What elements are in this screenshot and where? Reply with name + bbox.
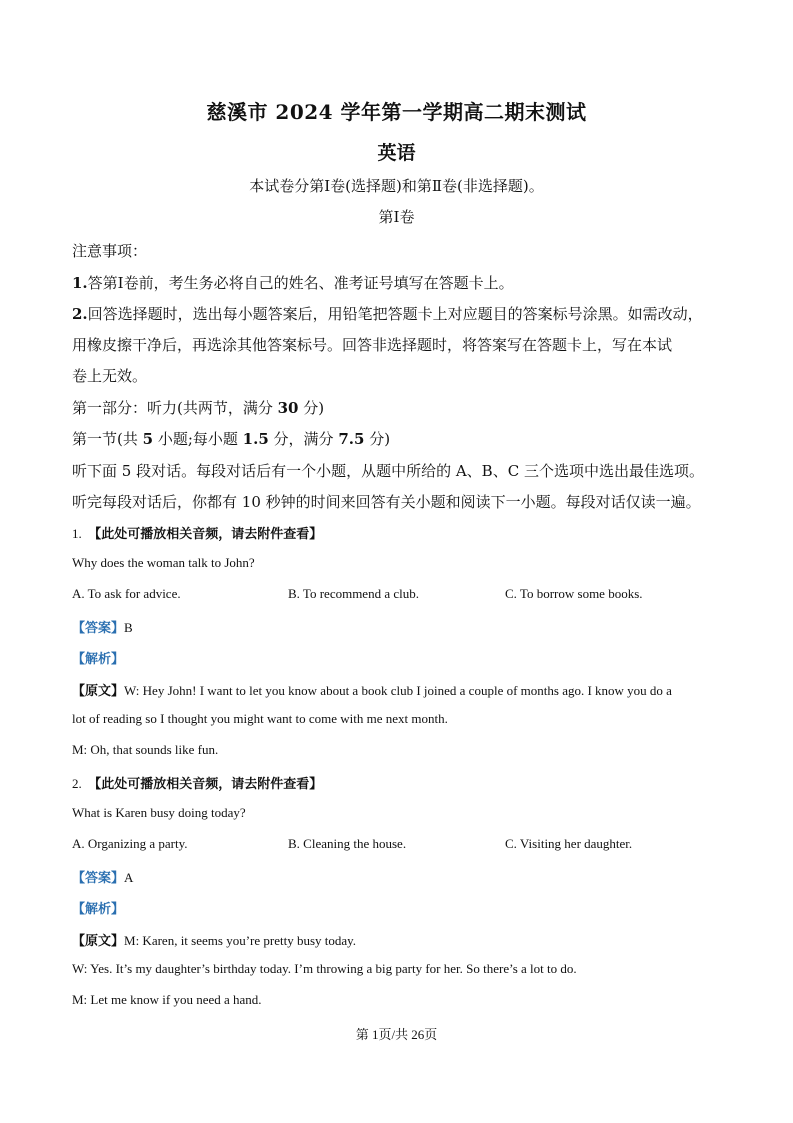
question-1-transcript-line-1	[72, 680, 672, 699]
part-one-unit: 分)	[298, 399, 325, 417]
question-1-original-tag: 【原文】	[72, 684, 125, 699]
notice-item-2-line-1	[72, 303, 703, 324]
question-2-transcript-text-1: M: Karen, it seems you’re pretty busy today.	[124, 933, 357, 948]
section-one-count: 5	[142, 430, 154, 448]
question-2-number: 2.	[72, 776, 82, 791]
question-2-option-a: A. Organizing a party.	[72, 836, 188, 851]
question-2-answer-tag: 【答案】	[72, 871, 125, 886]
section-one-total: 7.5	[338, 430, 365, 448]
question-1-option-a: A. To ask for advice.	[72, 586, 181, 601]
exam-title: 慈溪市 2024 学年第一学期高二期末测试	[206, 100, 587, 124]
question-1-option-c: C. To borrow some books.	[505, 586, 643, 601]
question-1-audio-note[interactable]: 【此处可播放相关音频，请去附件查看】	[88, 527, 323, 542]
question-2-text: What is Karen busy doing today?	[72, 805, 246, 820]
question-1-answer	[72, 617, 133, 636]
question-1-number: 1.	[72, 526, 82, 541]
question-1-analysis	[72, 648, 124, 667]
notice-item-1	[72, 272, 514, 293]
question-1-transcript-line-3: M: Oh, that sounds like fun.	[72, 742, 219, 757]
question-2-option-b: B. Cleaning the house.	[288, 836, 407, 851]
question-1-option-b: B. To recommend a club.	[288, 586, 419, 601]
section-one-heading	[72, 428, 390, 449]
question-2-original-tag: 【原文】	[72, 934, 125, 949]
question-2-option-c: C. Visiting her daughter.	[505, 836, 633, 851]
question-1-text: Why does the woman talk to John?	[72, 555, 255, 570]
question-2-header	[72, 773, 322, 792]
question-2-answer	[72, 867, 133, 886]
notice-item-2-line-3: 卷上无效。	[72, 367, 148, 385]
instructions-line-2: 听完每段对话后，你都有 10 秒钟的时间来回答有关小题和阅读下一小题。每段对话仅读一遍。	[72, 493, 701, 511]
notice-item-2-number: 2.	[72, 305, 88, 323]
notice-heading: 注意事项：	[72, 242, 148, 260]
subject-title: 英语	[377, 142, 416, 164]
question-2-transcript-line-3: M: Let me know if you need a hand.	[72, 992, 262, 1007]
paper-description: 本试卷分第Ⅰ卷(选择题)和第Ⅱ卷(非选择题)。	[249, 177, 544, 195]
question-2-analysis	[72, 898, 124, 917]
section-one-per-score: 1.5	[242, 430, 269, 448]
notice-item-1-text: 答第Ⅰ卷前，考生务必将自己的姓名、准考证号填写在答题卡上。	[87, 274, 514, 292]
question-1-header	[72, 523, 322, 542]
question-2-answer-value: A	[124, 870, 134, 885]
section-one-text-c: 分，满分	[268, 430, 339, 448]
notice-item-1-number: 1.	[72, 274, 88, 292]
part-one-heading	[72, 397, 324, 418]
question-1-transcript-line-2: lot of reading so I thought you might want to come with me next month.	[72, 711, 448, 726]
question-1-answer-value: B	[124, 620, 133, 635]
question-2-analysis-tag: 【解析】	[72, 902, 125, 917]
volume-heading: 第Ⅰ卷	[378, 208, 415, 226]
question-1-answer-tag: 【答案】	[72, 621, 125, 636]
section-one-text-d: 分)	[364, 430, 391, 448]
part-one-text: 第一部分：听力(共两节，满分	[72, 399, 278, 417]
instructions-line-1: 听下面 5 段对话。每段对话后有一个小题，从题中所给的 A、B、C 三个选项中选出最佳选项。	[72, 462, 704, 480]
part-one-score: 30	[277, 399, 299, 417]
question-1-analysis-tag: 【解析】	[72, 652, 125, 667]
question-2-transcript-line-2: W: Yes. It’s my daughter’s birthday today. I’m throwing a big party for her. So there’s a lot to do.	[72, 961, 577, 976]
question-1-transcript-text-1: W: Hey John! I want to let you know about a book club I joined a couple of months ago. I know you do a	[124, 683, 672, 698]
notice-item-2-text: 回答选择题时，选出每小题答案后，用铅笔把答题卡上对应题目的答案标号涂黑。如需改动，	[87, 305, 703, 323]
question-2-transcript-line-1	[72, 930, 356, 949]
section-one-text-b: 小题;每小题	[153, 430, 243, 448]
question-2-audio-note[interactable]: 【此处可播放相关音频，请去附件查看】	[88, 777, 323, 792]
page-footer: 第 1页/共 26页	[355, 1027, 438, 1042]
notice-item-2-line-2: 用橡皮擦干净后，再选涂其他答案标号。回答非选择题时，将答案写在答题卡上，写在本试	[72, 336, 673, 354]
section-one-text-a: 第一节(共	[72, 430, 143, 448]
